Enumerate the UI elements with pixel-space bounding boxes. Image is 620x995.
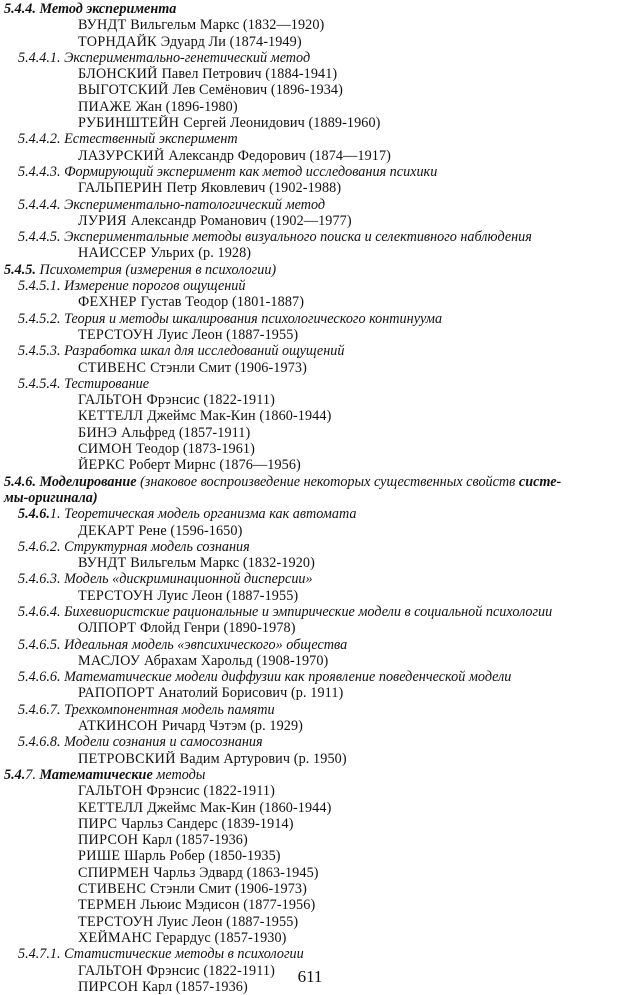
person-entry (0, 66, 620, 82)
surname: КЕТТЕЛЛ (78, 408, 148, 425)
surname: БИНЭ (78, 424, 122, 441)
heading-text: систе- (518, 473, 562, 490)
heading-text: 5.4.4.3. Формирующий эксперимент как метод исследования психики (18, 163, 438, 180)
person-entry (0, 360, 620, 376)
surname: ВЫГОТСКИЙ (78, 82, 173, 99)
surname: ГАЛЬТОН (78, 392, 147, 409)
name-dates: Луис Леон (1887-1955) (157, 587, 299, 604)
person-entry (0, 180, 620, 196)
person-entry (0, 685, 620, 701)
subsection-heading (0, 131, 620, 147)
heading-text: мы-оригинала) (4, 489, 98, 506)
subsection-heading (0, 197, 620, 213)
surname: ДЕКАРТ (78, 522, 139, 539)
name-dates: Рене (1596-1650) (138, 522, 243, 539)
heading-text: Психометрия (измерения в психологии) (39, 261, 277, 278)
name-dates: Вадим Артурович (р. 1950) (179, 750, 347, 767)
heading-text: 5.4.5.4. Тестирование (18, 375, 150, 392)
name-dates: Александр Федорович (1874—1917) (168, 147, 392, 164)
heading-text: 5.4.6.6. Математические модели диффузии как проявление поведенческой модели (18, 669, 512, 686)
subsection-heading (0, 376, 620, 392)
subsection-heading (0, 637, 620, 653)
surname: ХЕЙМАНС (78, 929, 156, 946)
heading-text: 5.4.6.2. Структурная модель сознания (18, 538, 250, 555)
heading-text: 5.4.6. (4, 473, 40, 490)
surname: ТЕРСТОУН (78, 913, 158, 930)
heading-text: 7. (25, 766, 40, 783)
name-dates: Ульрих (р. 1928) (150, 245, 252, 262)
surname: СТИВЕНС (78, 881, 151, 898)
surname: РАПОПОРТ (78, 685, 159, 702)
name-dates: Фрэнсис (1822-1911) (146, 783, 275, 800)
heading-text: 5.4.6.7. Трехкомпонентная модель памяти (18, 701, 275, 718)
person-entry (0, 327, 620, 343)
subsection-heading (0, 604, 620, 620)
subsection-heading (0, 229, 620, 245)
subsection-heading (0, 734, 620, 750)
name-dates: Фрэнсис (1822-1911) (146, 392, 275, 409)
person-entry (0, 914, 620, 930)
name-dates: Александр Романович (1902—1977) (130, 212, 352, 229)
person-entry (0, 865, 620, 881)
name-dates: Петр Яковлевич (1902-1988) (166, 180, 342, 197)
person-entry (0, 751, 620, 767)
person-entry (0, 620, 620, 636)
person-entry (0, 392, 620, 408)
surname: РУБИНШТЕЙН (78, 115, 184, 132)
subsection-heading (0, 669, 620, 685)
surname: БЛОНСКИЙ (78, 66, 162, 83)
surname: АТКИНСОН (78, 718, 162, 735)
section-heading (0, 490, 620, 506)
surname: ТЕРСТОУН (78, 326, 158, 343)
heading-text: 5.4.6.8. Модели сознания и самосознания (18, 734, 263, 751)
person-entry (0, 588, 620, 604)
section-heading (0, 474, 620, 490)
name-dates: Теодор (1873-1961) (136, 441, 255, 458)
heading-text: Моделирование (39, 473, 141, 490)
name-dates: Шарль Робер (1850-1935) (124, 848, 281, 865)
person-entry (0, 718, 620, 734)
heading-text: 1. Теоретическая модель организма как автомата (49, 506, 357, 523)
person-entry (0, 99, 620, 115)
surname: НАИССЕР (78, 245, 151, 262)
person-entry (0, 930, 620, 946)
index-list (0, 1, 620, 995)
subsection-heading (0, 506, 620, 522)
person-entry (0, 881, 620, 897)
name-dates: Вильгельм Маркс (1832—1920) (130, 17, 325, 34)
person-entry (0, 213, 620, 229)
name-dates: Лев Семёнович (1896-1934) (172, 82, 343, 99)
surname: ГАЛЬТОН (78, 962, 147, 979)
person-entry (0, 457, 620, 473)
heading-text: 5.4.4.4. Экспериментально-патологический метод (18, 196, 326, 213)
heading-text: 5.4.6. (18, 506, 50, 523)
heading-text: 5.4.4.5. Экспериментальные методы визуального поиска и селективного наблюдения (18, 229, 532, 246)
name-dates: Сергей Леонидович (1889-1960) (183, 115, 381, 132)
heading-text: 5.4. (4, 766, 26, 783)
heading-text: 5.4.7.1. Статистические методы в психологии (18, 946, 304, 963)
surname: ТЕРСТОУН (78, 587, 158, 604)
heading-text: 5.4.4. (4, 1, 40, 17)
name-dates: Луис Леон (1887-1955) (157, 913, 299, 930)
subsection-heading (0, 946, 620, 962)
person-entry (0, 294, 620, 310)
name-dates: Герардус (1857-1930) (155, 929, 287, 946)
person-entry (0, 800, 620, 816)
person-entry (0, 408, 620, 424)
name-dates: Роберт Мирнс (1876—1956) (128, 457, 301, 474)
person-entry (0, 82, 620, 98)
person-entry (0, 425, 620, 441)
surname: ЛАЗУРСКИЙ (78, 147, 169, 164)
surname: КЕТТЕЛЛ (78, 799, 148, 816)
surname: ВУНДТ (78, 555, 131, 572)
name-dates: Фрэнсис (1822-1911) (146, 962, 275, 979)
heading-text: 5.4.6.3. Модель «дискриминационной дисперсии» (18, 571, 313, 588)
subsection-heading (0, 164, 620, 180)
heading-text: 5.4.5.2. Теория и методы шкалирования психологического континуума (18, 310, 443, 327)
surname: ТОРНДАЙК (78, 33, 161, 50)
heading-text: 5.4.6.5. Идеальная модель «эвпсихического» общества (18, 636, 348, 653)
person-entry (0, 555, 620, 571)
person-entry (0, 848, 620, 864)
name-dates: Луис Леон (1887-1955) (157, 326, 299, 343)
name-dates: Чарльз Эдвард (1863-1945) (153, 864, 319, 881)
subsection-heading (0, 278, 620, 294)
surname: СИМОН (78, 441, 137, 458)
name-dates: Льюис Мэдисон (1877-1956) (140, 897, 316, 914)
person-entry (0, 148, 620, 164)
name-dates: Эдуард Ли (1874-1949) (160, 33, 302, 50)
surname: ТЕРМЕН (78, 897, 141, 914)
page-number: 611 (297, 967, 323, 986)
surname: ПИАЖЕ (78, 98, 136, 115)
name-dates: Жан (1896-1980) (135, 98, 238, 115)
surname: ПИРСОН (78, 832, 143, 849)
subsection-heading (0, 50, 620, 66)
surname: ГАЛЬТОН (78, 783, 147, 800)
person-entry (0, 783, 620, 799)
surname: ПИРС (78, 815, 122, 832)
section-heading (0, 262, 620, 278)
person-entry (0, 245, 620, 261)
subsection-heading (0, 702, 620, 718)
heading-text: (знаковое воспроизведение некоторых существенных свойств (140, 473, 519, 490)
section-heading (0, 767, 620, 783)
person-entry (0, 897, 620, 913)
name-dates: Анатолий Борисович (р. 1911) (158, 685, 344, 702)
person-entry (0, 653, 620, 669)
name-dates: Джеймс Мак-Кин (1860-1944) (147, 408, 332, 425)
surname: ЛУРИЯ (78, 212, 131, 229)
subsection-heading (0, 539, 620, 555)
person-entry (0, 832, 620, 848)
section-heading (0, 1, 620, 17)
name-dates: Чарльз Сандерс (1839-1914) (121, 815, 294, 832)
name-dates: Стэнли Смит (1906-1973) (150, 359, 307, 376)
subsection-heading (0, 571, 620, 587)
surname: РИШЕ (78, 848, 125, 865)
person-entry (0, 17, 620, 33)
name-dates: Павел Петрович (1884-1941) (161, 66, 338, 83)
name-dates: Ричард Чэтэм (р. 1929) (161, 718, 303, 735)
name-dates: Абрахам Харольд (1908-1970) (144, 652, 329, 669)
subsection-heading (0, 343, 620, 359)
heading-text: Математические (39, 766, 157, 783)
name-dates: Джеймс Мак-Кин (1860-1944) (147, 799, 332, 816)
surname: ПЕТРОВСКИЙ (78, 750, 180, 767)
subsection-heading (0, 311, 620, 327)
person-entry (0, 441, 620, 457)
name-dates: Альфред (1857-1911) (121, 424, 251, 441)
surname: ГАЛЬПЕРИН (78, 180, 167, 197)
heading-text: 5.4.4.2. Естественный эксперимент (18, 131, 238, 148)
surname: ФЕХНЕР (78, 294, 141, 311)
name-dates: Карл (1857-1936) (142, 832, 248, 849)
surname: СПИРМЕН (78, 864, 154, 881)
surname: ПИРСОН (78, 978, 143, 995)
heading-text: 5.4.4.1. Экспериментально-генетический метод (18, 49, 311, 66)
heading-text: Метод эксперимента (39, 1, 177, 17)
name-dates: Стэнли Смит (1906-1973) (150, 881, 307, 898)
heading-text: 5.4.5.1. Измерение порогов ощущений (18, 278, 246, 295)
surname: ОЛПОРТ (78, 620, 141, 637)
surname: ЙЕРКС (78, 457, 129, 474)
name-dates: Карл (1857-1936) (142, 978, 248, 995)
surname: СТИВЕНС (78, 359, 151, 376)
heading-text: 5.4.5.3. Разработка шкал для исследований ощущений (18, 343, 345, 360)
name-dates: Вильгельм Маркс (1832-1920) (130, 555, 315, 572)
heading-text: методы (156, 766, 206, 783)
surname: ВУНДТ (78, 17, 131, 34)
person-entry (0, 115, 620, 131)
name-dates: Флойд Генри (1890-1978) (140, 620, 296, 637)
person-entry (0, 523, 620, 539)
heading-text: 5.4.6.4. Бихевиористские рациональные и эмпирические модели в социальной психологии (18, 603, 553, 620)
person-entry (0, 34, 620, 50)
name-dates: Густав Теодор (1801-1887) (140, 294, 305, 311)
surname: МАСЛОУ (78, 652, 145, 669)
heading-text: 5.4.5. (4, 261, 40, 278)
person-entry (0, 816, 620, 832)
